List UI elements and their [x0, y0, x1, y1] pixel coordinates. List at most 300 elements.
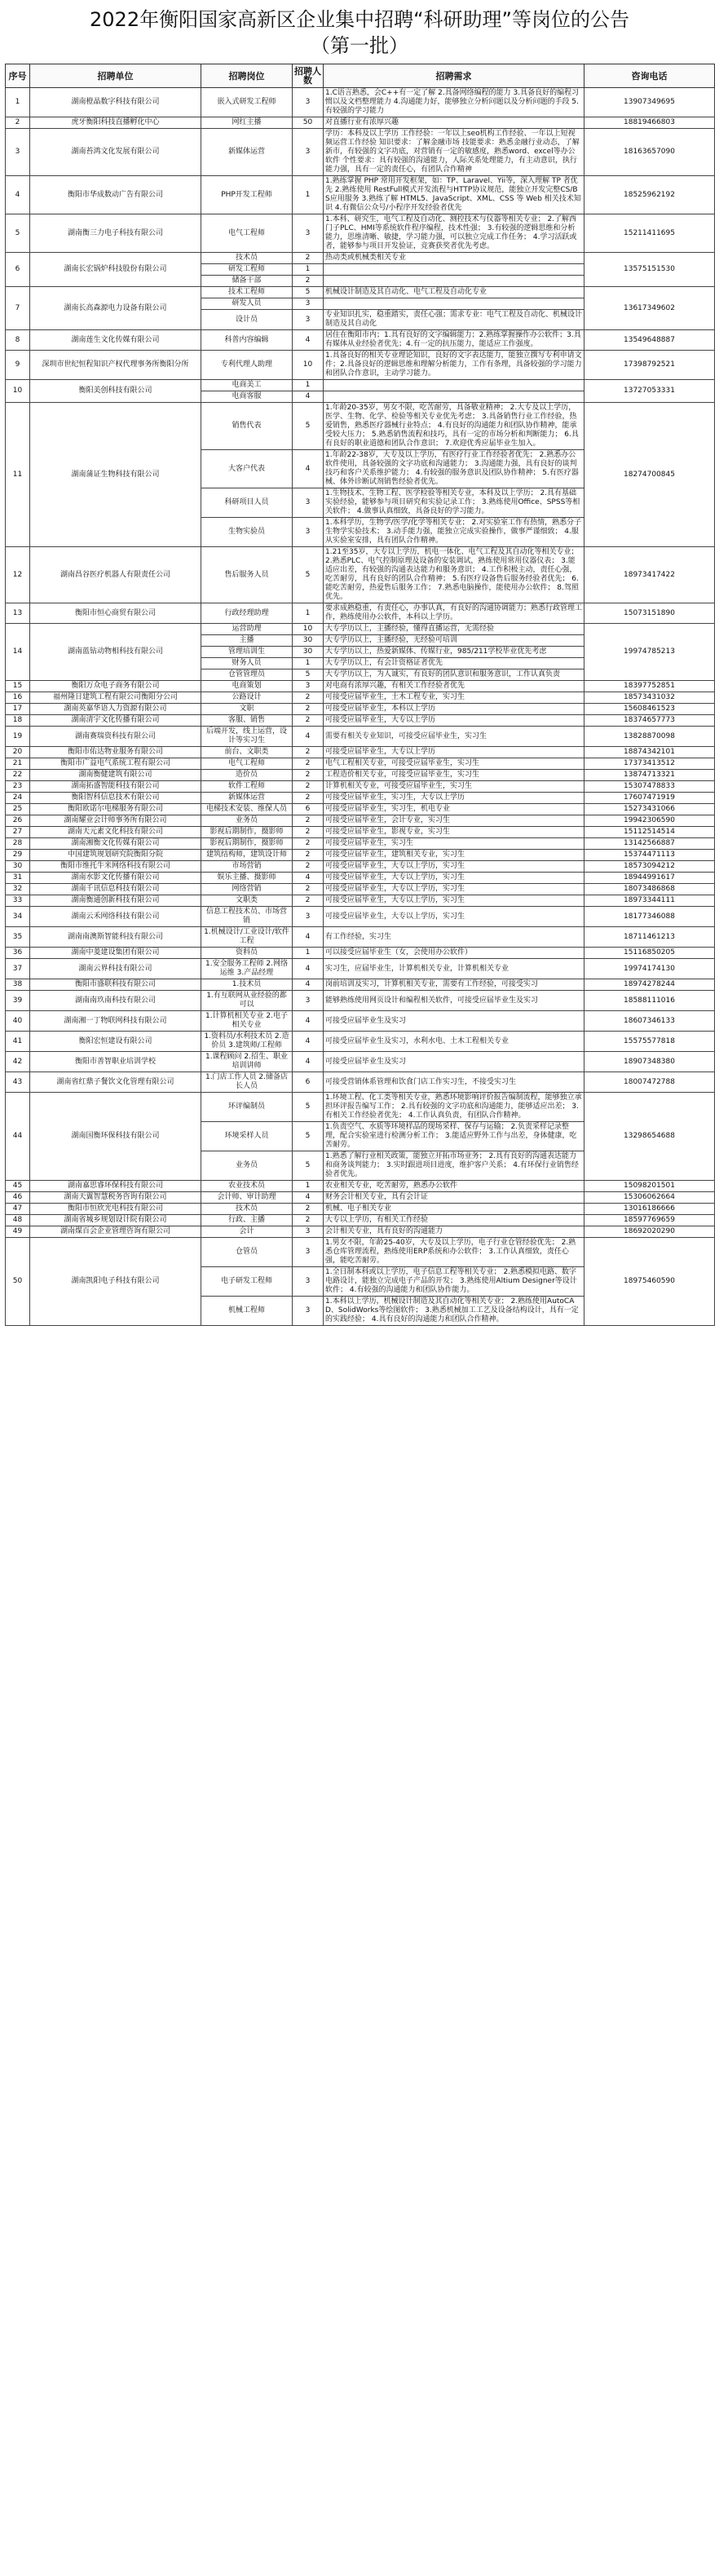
row-number: 20 [6, 747, 30, 758]
position-title: 研发工程师 [201, 264, 293, 276]
position-title: 市场营销 [201, 861, 293, 873]
position-count: 5 [293, 1151, 324, 1181]
row-number: 33 [6, 895, 30, 907]
position-requirements: 可接受应届毕业生，大专以上学历，实习生 [324, 861, 584, 873]
position-count: 5 [293, 547, 324, 603]
company-name: 湖南南玖南科技有限公司 [30, 991, 201, 1011]
position-requirements: 对电商有浓厚兴趣，有相关工作经验者优先 [324, 681, 584, 692]
company-name: 湖南苔鸿文化发展有限公司 [30, 129, 201, 176]
company-name: 湖南衡通创新科技有限公司 [30, 895, 201, 907]
position-requirements: 可接受营销体系管理和饮食门店工作实习生，不接受实习生 [324, 1072, 584, 1093]
notice-title [0, 0, 719, 64]
position-title: 电气工程师 [201, 214, 293, 253]
row-number: 14 [6, 624, 30, 681]
company-name: 湖南拓盛智能科技有限公司 [30, 781, 201, 793]
position-title: 电商策划 [201, 681, 293, 692]
position-title: 销售代表 [201, 403, 293, 450]
contact-phone: 18973344111 [584, 895, 715, 907]
table-row [6, 804, 715, 815]
table-row [6, 1181, 715, 1192]
company-name: 中国建筑规划研究院衡阳分院 [30, 850, 201, 861]
position-title: 1.资料员/水利技术员 2.造价员 3.建筑师/工程师 [201, 1032, 293, 1052]
table-header-row [6, 64, 715, 88]
contact-phone: 19974785213 [584, 624, 715, 681]
contact-phone: 15211411695 [584, 214, 715, 253]
position-requirements: 1.熟练掌握 PHP 常用开发框架，如：TP、Laravel、Yii等，深入理解 TP 者优先 2.熟练使用 RestFull模式开发流程与HTTP协议规范，能独立开发完整CS/BS应用服务 3.熟练了解 HTML5、JavaScript、XML、CSS 等 Web 相关技术知识 4.有微信公众号/小程序开发经验者优先 [324, 176, 584, 214]
row-number: 11 [6, 403, 30, 547]
table-row [6, 547, 715, 603]
position-title: 电商美工 [201, 380, 293, 391]
table-row [6, 1226, 715, 1238]
company-name: 衡阳宏恒建设有限公司 [30, 1032, 201, 1052]
company-name: 衡阳市佑达物业服务有限公司 [30, 747, 201, 758]
table-row [6, 1238, 715, 1267]
company-name: 湖南国衡环保科技有限公司 [30, 1093, 201, 1181]
position-title: 1.门店工作人员 2.储备店长人员 [201, 1072, 293, 1093]
table-row [6, 1032, 715, 1052]
contact-phone: 15374471113 [584, 850, 715, 861]
company-name: 湖南赛瑞资科技有限公司 [30, 727, 201, 747]
position-requirements: 1.男女不限，年龄25-40岁，大专及以上学历，电子行业仓管经验优先； 2.熟悉仓库管理流程，熟练使用ERP系统和办公软件； 3.工作认真细致，责任心强，能吃苦耐劳。 [324, 1238, 584, 1267]
position-title: 后端开发，线上运营，设计等实习生 [201, 727, 293, 747]
position-requirements: 可接受应届毕业生，建筑相关专业，实习生 [324, 850, 584, 861]
position-title: 资料员 [201, 948, 293, 959]
contact-phone: 18073486868 [584, 884, 715, 895]
position-count: 4 [293, 1052, 324, 1072]
contact-phone: 13016186666 [584, 1204, 715, 1215]
company-name: 湖南省城乡规划设计院有限公司 [30, 1215, 201, 1226]
position-count: 2 [293, 793, 324, 804]
row-number: 50 [6, 1238, 30, 1326]
row-number: 45 [6, 1181, 30, 1192]
table-row [6, 1192, 715, 1204]
table-row [6, 176, 715, 214]
header-requirements: 招聘需求 [324, 64, 584, 88]
position-title: 1.课程顾问 2.招生、职业培训讲师 [201, 1052, 293, 1072]
position-requirements: 可接受应届毕业生，大专以上学历，实习生 [324, 884, 584, 895]
row-number: 4 [6, 176, 30, 214]
position-count: 3 [293, 907, 324, 927]
position-count: 3 [293, 1226, 324, 1238]
header-no: 序号 [6, 64, 30, 88]
position-requirements: 1.本科以上学历，机械设计制造及其自动化等相关专业； 2.熟练使用AutoCAD、SolidWorks等绘图软件； 3.熟悉机械加工工艺及设备结构设计，具有一定的实践经验； 4.具有良好的沟通能力和团队合作精神。 [324, 1297, 584, 1326]
position-requirements: 1.具备良好的相关专业理论知识，良好的文字表达能力，能独立撰写专利申请文件；2.具备良好的逻辑思维和理解分析能力，工作有条理，具备较强的学习能力和团队合作意识，主动学习能力。 [324, 351, 584, 380]
company-name: 湖南衡健建筑有限公司 [30, 770, 201, 781]
position-requirements: 1.本科、研究生，电气工程及自动化、测控技术与仪器等相关专业； 2.了解西门子PLC、HMI等系统软件程序编程，技术性强； 3.有较强的逻辑思维和分析能力，思维清晰、敏捷，学习能力强，可以独立完成工作任务； 4.学习活跃或者，能够参与项目开发验证，竞赛获奖者优先考虑。 [324, 214, 584, 253]
position-title: 电气工程师 [201, 758, 293, 770]
company-name: 湖南衡三力电子科技有限公司 [30, 214, 201, 253]
table-row [6, 827, 715, 838]
position-count: 2 [293, 715, 324, 727]
row-number: 6 [6, 253, 30, 287]
position-count: 1 [293, 948, 324, 959]
position-requirements: 大专学历以上，主播经验，无经验可培训 [324, 635, 584, 647]
row-number: 22 [6, 770, 30, 781]
position-requirements: 机械、电子相关专业 [324, 1204, 584, 1215]
contact-phone: 18907348380 [584, 1052, 715, 1072]
recruitment-table [5, 64, 715, 1326]
position-requirements: 岗前培训及实习，计算机相关专业，需要有工作经验，可接受实习 [324, 979, 584, 991]
position-title: 设计员 [201, 310, 293, 330]
table-row [6, 873, 715, 884]
contact-phone: 19942306590 [584, 815, 715, 827]
position-requirements [324, 264, 584, 276]
company-name: 湖南嘉思睿环保科技有限公司 [30, 1181, 201, 1192]
position-count: 2 [293, 1215, 324, 1226]
position-requirements: 1.全日制本科或以上学历，电子信息工程等相关专业； 2.熟悉模拟电路、数字电路设计，能独立完成电子产品的开发； 3.熟练使用Altium Designer等设计软件； 4.有较强的沟通能力和团队协作能力。 [324, 1267, 584, 1297]
position-count: 30 [293, 647, 324, 658]
position-title: 业务员 [201, 1151, 293, 1181]
position-title: 前台、文职类 [201, 747, 293, 758]
position-count: 10 [293, 624, 324, 635]
company-name: 湖南水影文化传播有限公司 [30, 873, 201, 884]
position-requirements: 农业相关专业，吃苦耐劳，熟悉办公软件 [324, 1181, 584, 1192]
contact-phone: 13828870098 [584, 727, 715, 747]
table-row [6, 624, 715, 635]
position-title: 行政经理助理 [201, 603, 293, 624]
table-row [6, 287, 715, 298]
row-number: 30 [6, 861, 30, 873]
row-number: 13 [6, 603, 30, 624]
table-row [6, 603, 715, 624]
position-count: 2 [293, 770, 324, 781]
table-row [6, 380, 715, 391]
position-count: 3 [293, 214, 324, 253]
row-number: 37 [6, 959, 30, 979]
row-number: 49 [6, 1226, 30, 1238]
company-name: 湖南煤百会企业管理咨询有限公司 [30, 1226, 201, 1238]
position-count: 1 [293, 603, 324, 624]
row-number: 46 [6, 1192, 30, 1204]
row-number: 43 [6, 1072, 30, 1093]
company-name: 湖南清宇文化传播有限公司 [30, 715, 201, 727]
position-requirements [324, 298, 584, 310]
table-row [6, 1215, 715, 1226]
table-row [6, 770, 715, 781]
row-number: 41 [6, 1032, 30, 1052]
row-number: 1 [6, 88, 30, 117]
header-company: 招聘单位 [30, 64, 201, 88]
position-title: 财务人员 [201, 658, 293, 669]
position-title: 娱乐主播、摄影师 [201, 873, 293, 884]
contact-phone: 15073151890 [584, 603, 715, 624]
position-requirements: 可以接受应届毕业生（女，会使用办公软件） [324, 948, 584, 959]
row-number: 29 [6, 850, 30, 861]
position-count: 2 [293, 838, 324, 850]
position-requirements: 可接受应届毕业生，会计专业，实习生 [324, 815, 584, 827]
contact-phone: 18274700845 [584, 403, 715, 547]
position-count: 1 [293, 380, 324, 391]
position-title: 技术工程师 [201, 287, 293, 298]
table-body [6, 88, 715, 1326]
table-row [6, 1204, 715, 1215]
position-count: 2 [293, 704, 324, 715]
contact-phone: 18007472788 [584, 1072, 715, 1093]
contact-phone: 15307478833 [584, 781, 715, 793]
row-number: 31 [6, 873, 30, 884]
position-title: 技术员 [201, 253, 293, 264]
position-requirements: 热动类或机械类相关专业 [324, 253, 584, 264]
contact-phone: 17607471919 [584, 793, 715, 804]
position-title: 新媒体运营 [201, 793, 293, 804]
position-count: 3 [293, 518, 324, 547]
position-requirements: 可接受应届毕业生，本科以上学历 [324, 704, 584, 715]
contact-phone: 18177346088 [584, 907, 715, 927]
contact-phone: 18607346133 [584, 1011, 715, 1032]
position-count: 4 [293, 330, 324, 351]
contact-phone: 13907349695 [584, 88, 715, 117]
position-count: 1 [293, 1181, 324, 1192]
position-requirements: 专业知识扎实，稳重踏实，责任心强；需求专业：电气工程及自动化、机械设计制造及其自动化 [324, 310, 584, 330]
header-count: 招聘人数 [293, 64, 324, 88]
company-name: 湖南千讯信息科技有限公司 [30, 884, 201, 895]
table-row [6, 815, 715, 827]
position-count: 3 [293, 1238, 324, 1267]
company-name: 湖南英嘉华语人力资源有限公司 [30, 704, 201, 715]
position-requirements: 能够熟练使用网页设计和编程相关软件，可接受应届毕业生及实习 [324, 991, 584, 1011]
table-row [6, 927, 715, 948]
contact-phone: 15575577818 [584, 1032, 715, 1052]
position-count: 1 [293, 176, 324, 214]
contact-phone: 18573431032 [584, 692, 715, 704]
header-position: 招聘岗位 [201, 64, 293, 88]
table-row [6, 884, 715, 895]
position-count: 1 [293, 264, 324, 276]
company-name: 衡阳市华成数动广告有限公司 [30, 176, 201, 214]
company-name: 湖南湘一丁物联网科技有限公司 [30, 1011, 201, 1032]
position-count: 6 [293, 804, 324, 815]
company-name: 衡阳市盛联科技有限公司 [30, 979, 201, 991]
position-count: 30 [293, 635, 324, 647]
position-title: 文职类 [201, 895, 293, 907]
contact-phone: 18597769659 [584, 1215, 715, 1226]
position-count: 3 [293, 129, 324, 176]
position-title: 1.计算机相关专业 2.电子相关专业 [201, 1011, 293, 1032]
position-count: 2 [293, 747, 324, 758]
contact-phone: 18944991617 [584, 873, 715, 884]
contact-phone: 18974278244 [584, 979, 715, 991]
table-row [6, 948, 715, 959]
company-name: 湖南南澳斯智能科技有限公司 [30, 927, 201, 948]
position-count: 3 [293, 991, 324, 1011]
contact-phone: 13549648887 [584, 330, 715, 351]
contact-phone: 15098201501 [584, 1181, 715, 1192]
contact-phone: 13617349602 [584, 287, 715, 330]
company-name: 湖南耀业会计师事务所有限公司 [30, 815, 201, 827]
contact-phone: 15608461523 [584, 704, 715, 715]
row-number: 28 [6, 838, 30, 850]
table-row [6, 253, 715, 264]
position-requirements: 可接受应届毕业生及实习，水利水电、土木工程相关专业 [324, 1032, 584, 1052]
position-requirements: 大专以上学历，有相关工作经验 [324, 1215, 584, 1226]
position-count: 2 [293, 781, 324, 793]
company-name: 湖南天元素文化科技有限公司 [30, 827, 201, 838]
position-title: 环境采样人员 [201, 1122, 293, 1151]
table-row [6, 330, 715, 351]
position-title: 信息工程技术员、市场营销 [201, 907, 293, 927]
position-requirements: 可接受应届毕业生，实习生，机电专业 [324, 804, 584, 815]
position-title: 生物实验员 [201, 518, 293, 547]
position-count: 4 [293, 450, 324, 488]
company-name: 衡阳美创科技有限公司 [30, 380, 201, 403]
contact-phone: 18573094212 [584, 861, 715, 873]
row-number: 40 [6, 1011, 30, 1032]
position-requirements: 可接受应届毕业生，大专以上学历 [324, 715, 584, 727]
contact-phone: 18973417422 [584, 547, 715, 603]
table-row [6, 991, 715, 1011]
table-row [6, 692, 715, 704]
position-count: 1 [293, 658, 324, 669]
position-count: 3 [293, 310, 324, 330]
company-name: 湖南蒲证生物科技有限公司 [30, 403, 201, 547]
table-row [6, 214, 715, 253]
company-name: 湖南云界科技有限公司 [30, 959, 201, 979]
row-number: 47 [6, 1204, 30, 1215]
contact-phone: 13142566887 [584, 838, 715, 850]
position-title: 1.有互联网从业经验的都可以 [201, 991, 293, 1011]
row-number: 26 [6, 815, 30, 827]
table-row [6, 838, 715, 850]
company-name: 湖南长宏锅炉科技股份有限公司 [30, 253, 201, 287]
position-requirements: 实习生，应届毕业生，计算机相关专业，计算机相关专业 [324, 959, 584, 979]
contact-phone: 18711461213 [584, 927, 715, 948]
row-number: 18 [6, 715, 30, 727]
position-count: 4 [293, 979, 324, 991]
position-count: 4 [293, 959, 324, 979]
company-name: 湖南中菱建设集团有限公司 [30, 948, 201, 959]
company-name: 湖南云禾网络科技有限公司 [30, 907, 201, 927]
row-number: 35 [6, 927, 30, 948]
position-title: 机械工程师 [201, 1297, 293, 1326]
position-count: 6 [293, 1072, 324, 1093]
position-count: 4 [293, 873, 324, 884]
table-row [6, 351, 715, 380]
contact-phone: 13727053331 [584, 380, 715, 403]
position-title: 科普内容编辑 [201, 330, 293, 351]
table-row [6, 758, 715, 770]
table-row [6, 403, 715, 450]
position-title: 售后服务人员 [201, 547, 293, 603]
company-name: 湖南昌谷医疗机器人有限责任公司 [30, 547, 201, 603]
position-title: 造价员 [201, 770, 293, 781]
position-count: 2 [293, 895, 324, 907]
table-row [6, 704, 715, 715]
table-row [6, 979, 715, 991]
position-title: 仓管管理员 [201, 669, 293, 681]
position-count: 3 [293, 1297, 324, 1326]
contact-phone: 18819466803 [584, 117, 715, 129]
position-title: 网络营销 [201, 884, 293, 895]
position-count: 5 [293, 669, 324, 681]
row-number: 25 [6, 804, 30, 815]
table-row [6, 793, 715, 804]
position-requirements: 可接受应届毕业生及实习 [324, 1011, 584, 1032]
position-count: 3 [293, 681, 324, 692]
company-name: 湖南凯阳电子科技有限公司 [30, 1238, 201, 1326]
position-title: 影视后期制作，摄影师 [201, 827, 293, 838]
company-name: 衡阳欧诺尔电梯服务有限公司 [30, 804, 201, 815]
company-name: 衡阳市广益电气系统工程有限公司 [30, 758, 201, 770]
table-row [6, 895, 715, 907]
contact-phone: 15116850205 [584, 948, 715, 959]
position-requirements: 1.生物技术、生物工程、医学检验等相关专业，本科及以上学历； 2.具有基础实验经验，能够参与项目研究和实验记录工作； 3.熟练使用Office、SPSS等相关软件； 4.做事认真细致，具备良好的学习能力。 [324, 488, 584, 518]
position-title: 农业技术员 [201, 1181, 293, 1192]
position-requirements: 会计相关专业，具有良好的沟通能力 [324, 1226, 584, 1238]
table-row [6, 1093, 715, 1122]
position-requirements: 1.C语言熟悉，会C++有一定了解 2.具备网络编程的能力 3.具备良好的编程习惯以及文档整理能力 4.沟通能力好，能够独立分析问题以及分析问题的手段 5.有较强的学习能力 [324, 88, 584, 117]
row-number: 34 [6, 907, 30, 927]
position-count: 10 [293, 351, 324, 380]
contact-phone: 19974174130 [584, 959, 715, 979]
position-requirements: 可接受应届毕业生及实习 [324, 1052, 584, 1072]
contact-phone: 18397752851 [584, 681, 715, 692]
company-name: 湖南湘衡文化传媒有限公司 [30, 838, 201, 850]
position-count: 2 [293, 884, 324, 895]
table-row [6, 861, 715, 873]
position-title: 仓管员 [201, 1238, 293, 1267]
position-title: 1.技术员 [201, 979, 293, 991]
position-title: 影视后期制作，摄影师 [201, 838, 293, 850]
row-number: 32 [6, 884, 30, 895]
title-line2: （第一批） [311, 34, 408, 57]
company-name: 衡阳市维托牛米网络科技有限公司 [30, 861, 201, 873]
position-title: 1.安全服务工程师 2.网络运维 3.产品经理 [201, 959, 293, 979]
row-number: 16 [6, 692, 30, 704]
row-number: 39 [6, 991, 30, 1011]
contact-phone: 18874342101 [584, 747, 715, 758]
row-number: 2 [6, 117, 30, 129]
table-row [6, 907, 715, 927]
position-title: 会计师、审计助理 [201, 1192, 293, 1204]
position-title: 行政、主播 [201, 1215, 293, 1226]
position-count: 5 [293, 403, 324, 450]
position-count: 5 [293, 1122, 324, 1151]
contact-phone: 13298654688 [584, 1093, 715, 1181]
position-title: PHP开发工程师 [201, 176, 293, 214]
position-title: 1.机械设计/工业设计/软件工程 [201, 927, 293, 948]
position-title: 电商客服 [201, 391, 293, 403]
table-row [6, 715, 715, 727]
company-name: 深圳市世纪恒程知识产权代理事务所衡阳分所 [30, 351, 201, 380]
position-count: 2 [293, 758, 324, 770]
company-name: 衡阳市恒心商贸有限公司 [30, 603, 201, 624]
company-name: 湖南橙晶数字科技有限公司 [30, 88, 201, 117]
position-requirements: 工程造价相关专业，可接受应届毕业生，实习生 [324, 770, 584, 781]
company-name: 福州隆日建筑工程有限公司衡阳分公司 [30, 692, 201, 704]
position-title: 新媒体运营 [201, 129, 293, 176]
position-requirements: 财务会计相关专业，具有会计证 [324, 1192, 584, 1204]
header-phone: 咨询电话 [584, 64, 715, 88]
position-title: 专利代理人助理 [201, 351, 293, 380]
company-name: 虎牙衡阳科技直播孵化中心 [30, 117, 201, 129]
position-count: 5 [293, 287, 324, 298]
contact-phone: 18374657773 [584, 715, 715, 727]
table-row [6, 781, 715, 793]
position-count: 3 [293, 298, 324, 310]
company-name: 衡阳市善智职业培训学校 [30, 1052, 201, 1072]
position-requirements: 对直播行业有浓厚兴趣 [324, 117, 584, 129]
position-title: 环评编制员 [201, 1093, 293, 1122]
position-requirements: 居住在衡阳市内；1.具有良好的文字编辑能力；2.熟练掌握操作办公软件；3.具有媒体从业经验者优先；4.有一定的抗压能力，能适应工作强度。 [324, 330, 584, 351]
contact-phone: 15306062664 [584, 1192, 715, 1204]
title-line1: 2022年衡阳国家高新区企业集中招聘“科研助理”等岗位的公告 [90, 8, 629, 31]
table-row [6, 959, 715, 979]
position-count: 2 [293, 1204, 324, 1215]
contact-phone: 15273431066 [584, 804, 715, 815]
position-title: 电子研发工程师 [201, 1267, 293, 1297]
contact-phone: 18975460590 [584, 1238, 715, 1326]
position-title: 会计 [201, 1226, 293, 1238]
